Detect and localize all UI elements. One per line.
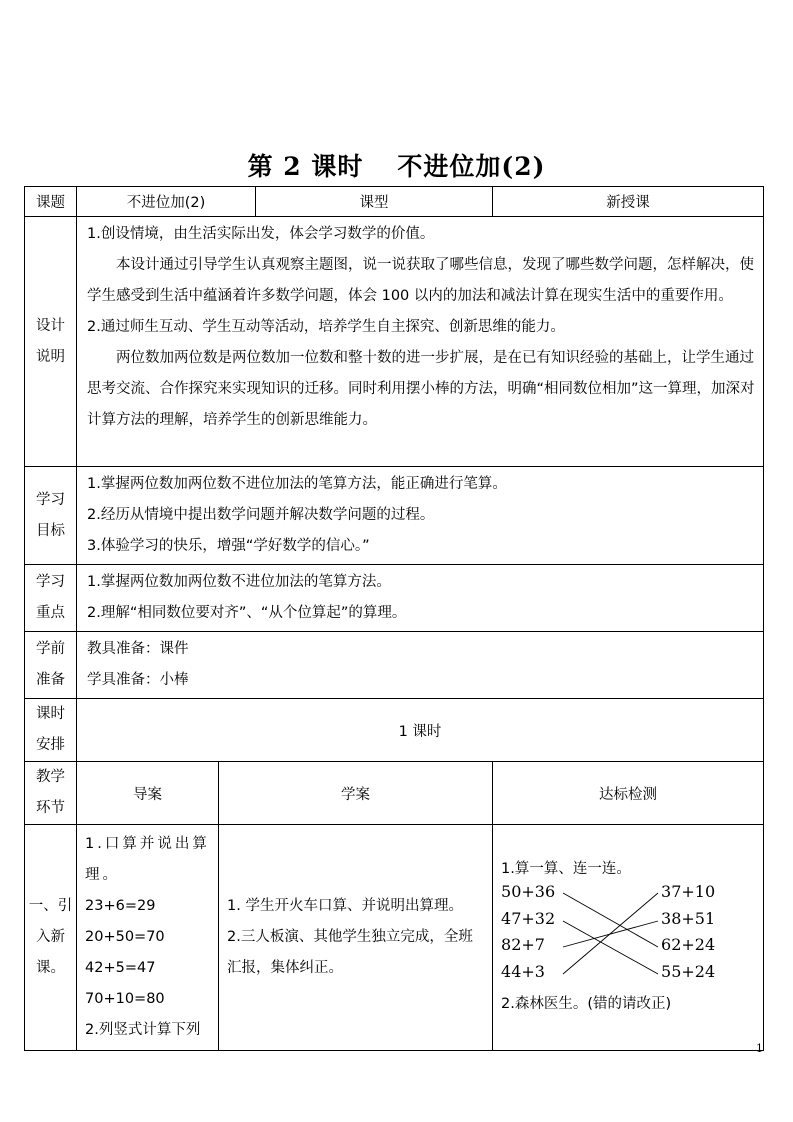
key-point-item: 1.掌握两位数加两位数不进位加法的笔算方法。 <box>87 574 391 590</box>
key-points-content <box>77 565 764 632</box>
description-label: 设计 说明 <box>25 217 77 467</box>
guide-line: 1.口算并说出算理。 <box>85 836 210 883</box>
left-expression: 50+36 <box>501 882 556 901</box>
match-exercise-title: 1.算一算、连一连。 <box>501 861 631 877</box>
objective-item: 3.体验学习的快乐，增强“学好数学的信心。” <box>87 538 370 554</box>
topic-label: 课题 <box>25 187 77 217</box>
preparation-content <box>77 632 764 699</box>
page-title <box>0 147 793 183</box>
row-objectives <box>25 467 764 565</box>
topic-value: 不进位加(2) <box>77 187 256 217</box>
step1-study <box>219 825 493 1051</box>
lesson-number: 第 2 课时 <box>247 152 364 181</box>
row-description <box>25 217 764 467</box>
row-key-points <box>25 565 764 632</box>
match-line <box>563 921 658 974</box>
teacher-preparation: 教具准备：课件 <box>87 641 189 657</box>
guide-line: 20+50=70 <box>85 929 165 945</box>
study-line: 2.三人板演、其他学生独立完成，全班汇报，集体纠正。 <box>227 929 473 976</box>
study-header: 学案 <box>219 762 493 825</box>
lesson-topic: 不进位加(2) <box>397 152 546 181</box>
description-p3: 2.通过师生互动、学生互动等活动，培养学生自主探究、创新思维的能力。 <box>87 319 565 335</box>
type-value: 新授课 <box>493 187 764 217</box>
left-expression: 44+3 <box>501 962 545 981</box>
step1-check <box>493 825 764 1051</box>
student-preparation: 学具准备：小棒 <box>87 672 189 688</box>
description-p2: 本设计通过引导学生认真观察主题图，说一说获取了哪些信息，发现了哪些数学问题，怎样解决，使学生感受到生活中蕴涵着许多数学问题，体会 100 以内的加法和减法计算在现实生活中的重要作用。 <box>87 257 754 304</box>
guide-line: 2.列竖式计算下列 <box>85 1022 201 1038</box>
schedule-value: 1 课时 <box>77 699 764 762</box>
match-line <box>563 893 658 947</box>
steps-label: 教学 环节 <box>25 762 77 825</box>
right-expression: 55+24 <box>661 962 716 981</box>
preparation-label: 学前 准备 <box>25 632 77 699</box>
type-label: 课型 <box>256 187 493 217</box>
guide-header: 导案 <box>77 762 219 825</box>
right-expression: 38+51 <box>661 909 716 928</box>
forest-doctor-exercise: 2.森林医生。(错的请改正) <box>501 996 672 1012</box>
guide-line: 23+6=29 <box>85 898 156 914</box>
check-header: 达标检测 <box>493 762 764 825</box>
objectives-label: 学习 目标 <box>25 467 77 565</box>
row-steps-header <box>25 762 764 825</box>
row-topic <box>25 187 764 217</box>
objectives-content <box>77 467 764 565</box>
page-number: 1 <box>756 1042 763 1055</box>
objective-item: 2.经历从情境中提出数学问题并解决数学问题的过程。 <box>87 507 435 523</box>
right-expression: 62+24 <box>661 935 716 954</box>
key-point-item: 2.理解“相同数位要对齐”、“从个位算起”的算理。 <box>87 605 407 621</box>
match-line <box>563 893 658 974</box>
row-preparation <box>25 632 764 699</box>
objective-item: 1.掌握两位数加两位数不进位加法的笔算方法，能正确进行笔算。 <box>87 476 507 492</box>
description-p4: 两位数加两位数是两位数加一位数和整十数的进一步扩展，是在已有知识经验的基础上，让学生通过思考交流、合作探究来实现知识的迁移。同时利用摆小棒的方法，明确“相同数位相加”这一算理，加深对计算方法的理解，培养学生的创新思维能力。 <box>87 350 755 428</box>
step1-label: 一、引 入新 课。 <box>25 825 77 1051</box>
study-line: 1. 学生开火车口算、并说明出算理。 <box>227 898 463 914</box>
row-schedule <box>25 699 764 762</box>
right-expression: 37+10 <box>661 882 716 901</box>
row-step1 <box>25 825 764 1051</box>
guide-line: 42+5=47 <box>85 960 156 976</box>
step1-guide <box>77 825 219 1051</box>
key-points-label: 学习 重点 <box>25 565 77 632</box>
lesson-plan-table <box>24 186 764 1051</box>
description-p1: 1.创设情境，由生活实际出发，体会学习数学的价值。 <box>87 226 435 242</box>
left-expression: 47+32 <box>501 909 556 928</box>
schedule-label: 课时 安排 <box>25 699 77 762</box>
description-content <box>77 217 764 467</box>
guide-line: 70+10=80 <box>85 991 165 1007</box>
left-expression: 82+7 <box>501 935 545 954</box>
